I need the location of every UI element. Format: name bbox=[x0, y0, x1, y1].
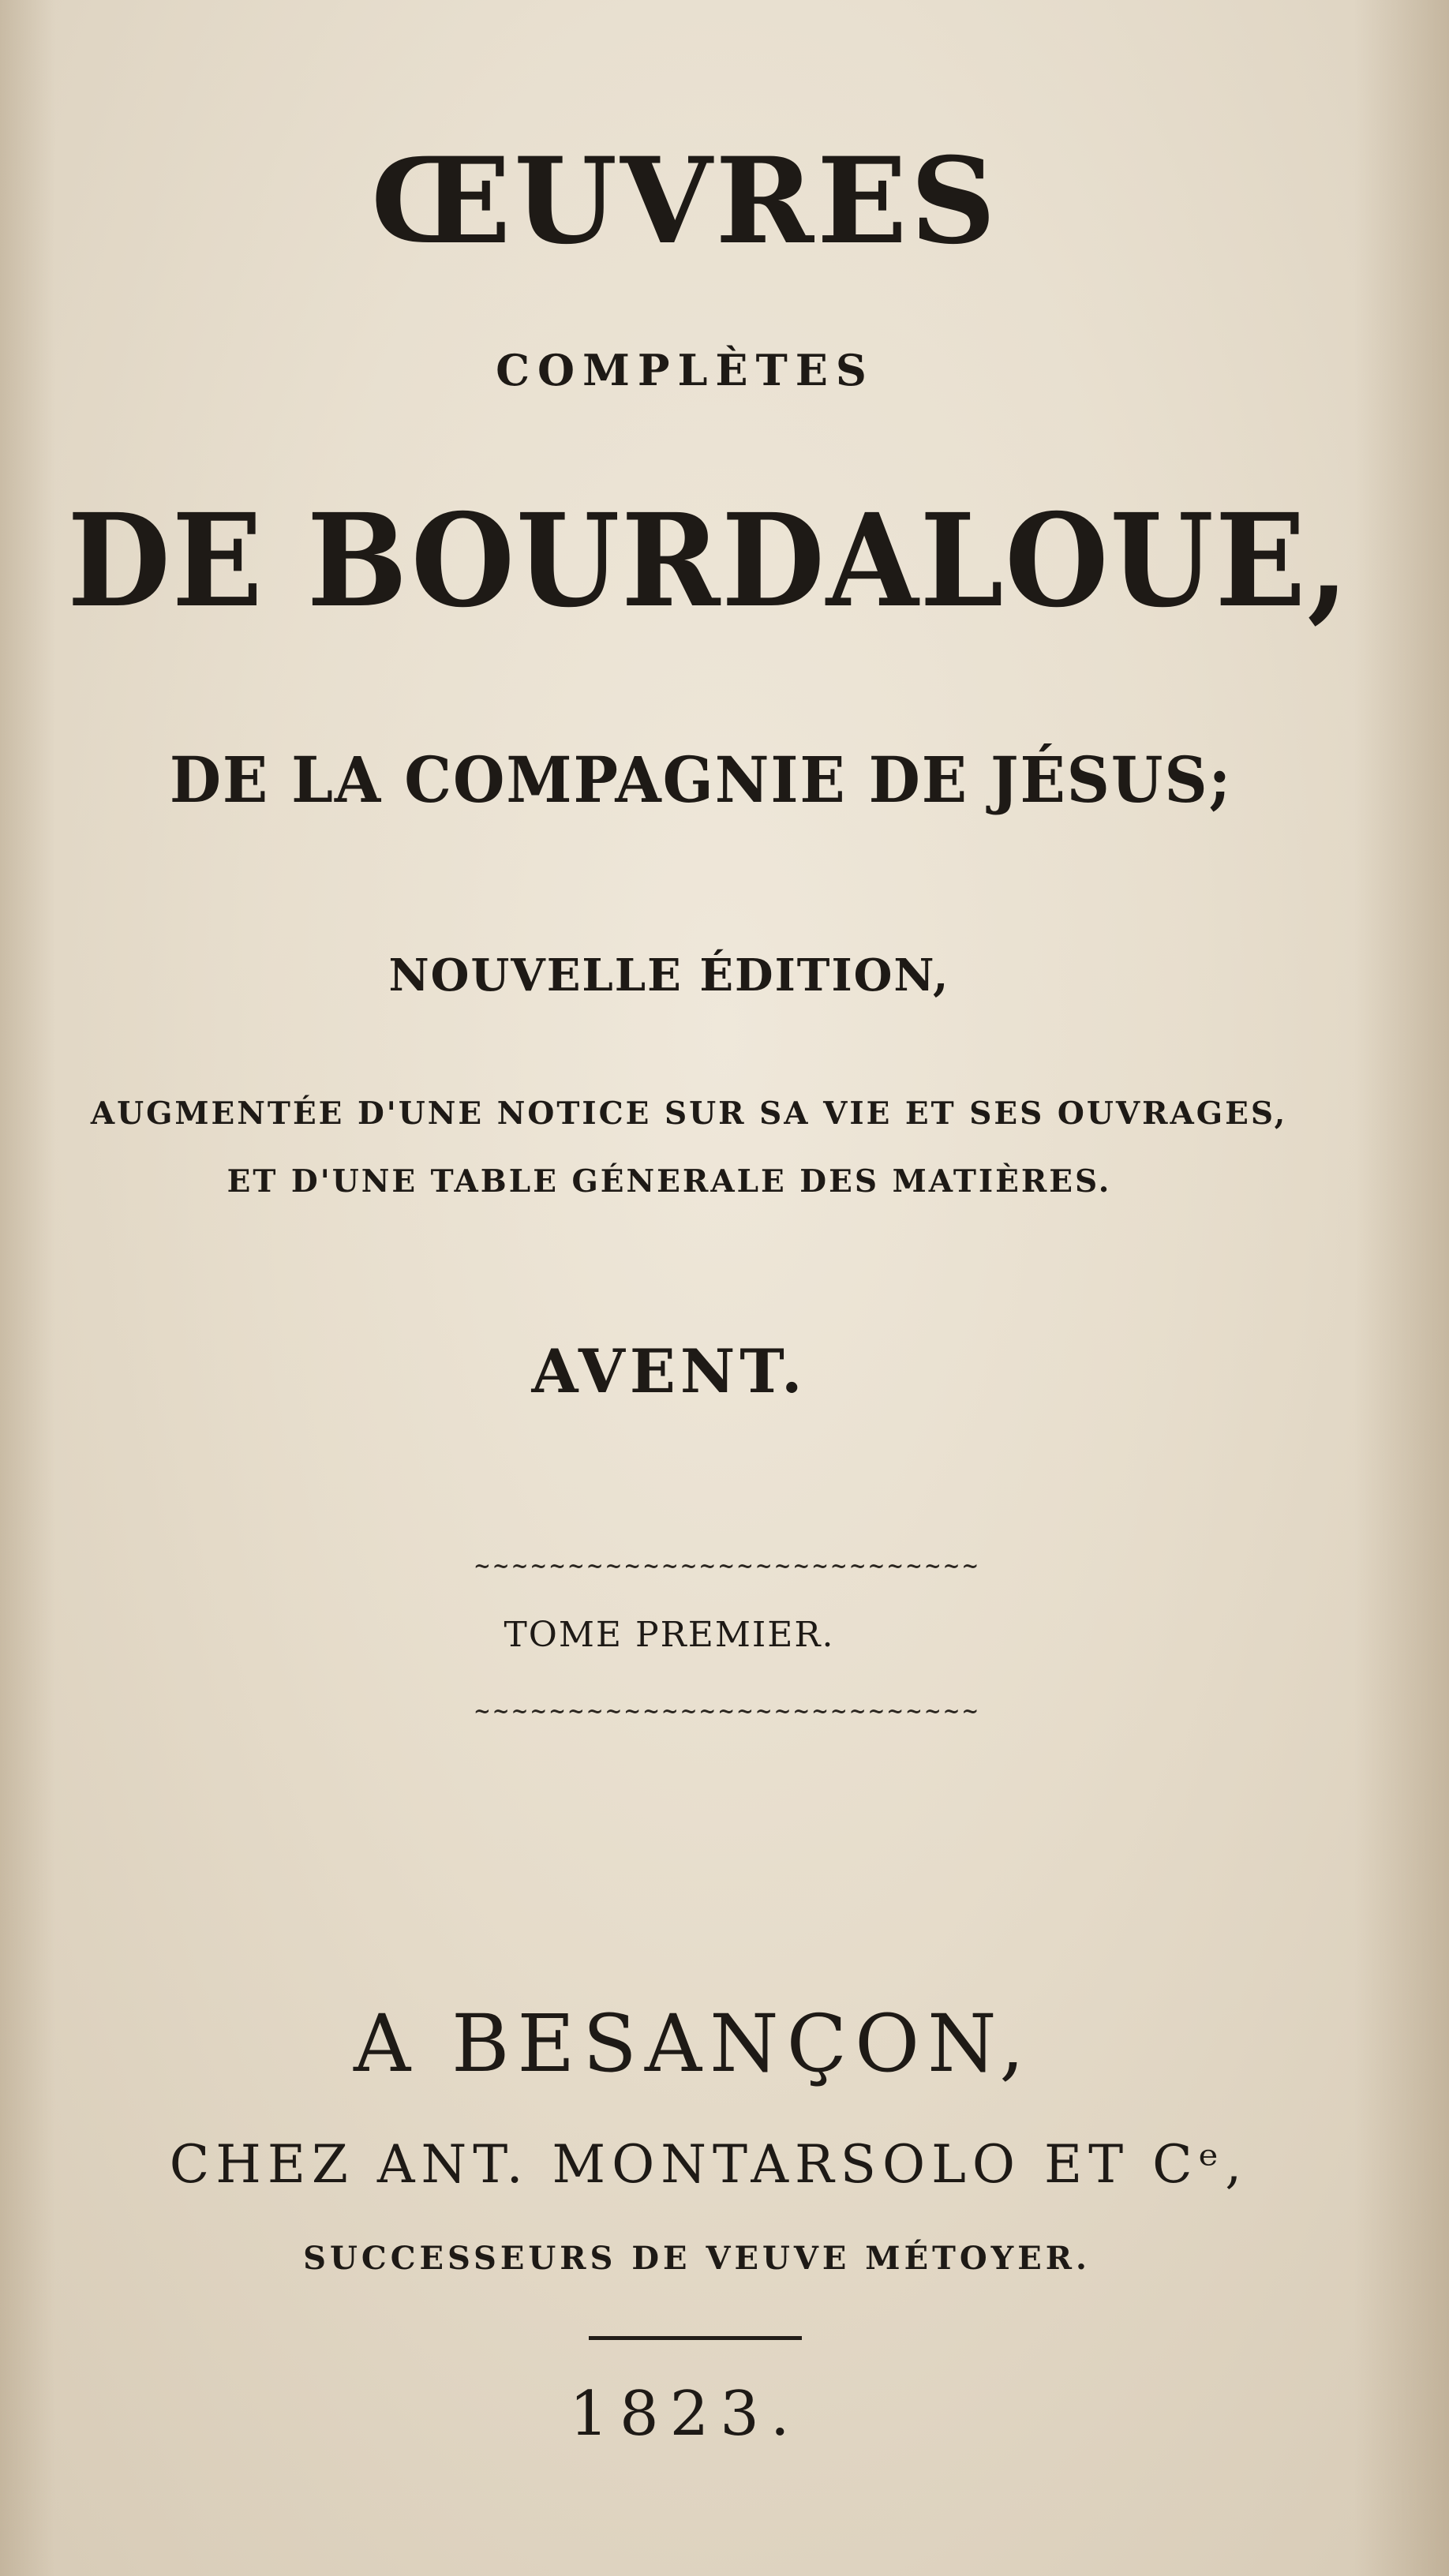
ornamental-rule-bottom: ~~~~~~~~~~~~~~~~~~~~~~~~~~~ bbox=[474, 1700, 981, 1724]
author-society: DE LA COMPAGNIE DE JÉSUS; bbox=[169, 743, 1233, 817]
volume-label: TOME PREMIER. bbox=[504, 1615, 835, 1655]
augmentation-line-2: ET D'UNE TABLE GÉNERALE DES MATIÈRES. bbox=[227, 1163, 1112, 1200]
imprint-divider bbox=[589, 2336, 802, 2340]
imprint-publisher: CHEZ ANT. MONTARSOLO ET Cᵉ, bbox=[169, 2134, 1249, 2195]
imprint-city: A BESANÇON, bbox=[353, 1998, 1033, 2090]
section-title: AVENT. bbox=[531, 1336, 807, 1406]
book-title: ŒUVRES bbox=[371, 132, 999, 271]
author-name: DE BOURDALOUE, bbox=[67, 486, 1350, 636]
augmentation-line-1: AUGMENTÉE D'UNE NOTICE SUR SA VIE ET SES OUVRAGES, bbox=[90, 1095, 1288, 1132]
ornamental-rule-top: ~~~~~~~~~~~~~~~~~~~~~~~~~~~ bbox=[474, 1555, 981, 1578]
publication-year: 1823. bbox=[569, 2379, 801, 2450]
edition-statement: NOUVELLE ÉDITION, bbox=[388, 949, 950, 1002]
book-subtitle: COMPLÈTES bbox=[496, 345, 874, 395]
imprint-successors: SUCCESSEURS DE VEUVE MÉTOYER. bbox=[303, 2240, 1091, 2277]
